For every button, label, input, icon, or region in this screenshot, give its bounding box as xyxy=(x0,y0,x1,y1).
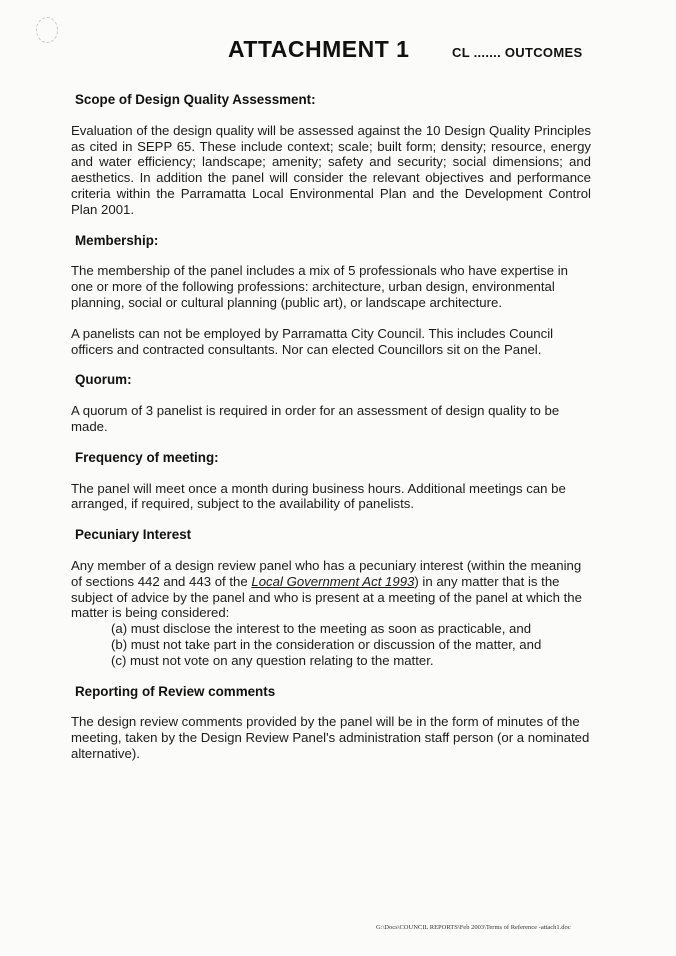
pecuniary-text-start: Any member of a design review panel who has a pecuniary interest (within the meaning of sections 442 and 443 of the xyxy=(71,557,582,589)
membership-heading: Membership: xyxy=(75,232,159,248)
quorum-text: A quorum of 3 panelist is required in order for an assessment of design quality to be made. xyxy=(71,403,560,434)
quorum-heading: Quorum: xyxy=(75,372,132,388)
frequency-text: The panel will meet once a month during business hours. Additional meetings can be arranged, if required, subject to the availability of panelists. xyxy=(71,480,566,512)
list-item: (c) must not vote on any question relating to the matter. xyxy=(111,652,434,668)
pecuniary-text-end: ) in any matter that is the subject of advice by the panel and who is present at a meeting of the panel at which the matter is being considered: xyxy=(71,573,582,621)
pecuniary-text xyxy=(71,558,591,621)
scope-heading: Scope of Design Quality Assessment: xyxy=(75,92,316,107)
attachment-title: ATTACHMENT 1 xyxy=(228,36,410,62)
pecuniary-heading: Pecuniary Interest xyxy=(75,527,192,543)
scope-text: Evaluation of the design quality will be assessed against the 10 Design Quality Principles as cited in SEPP 65. These include context; scale; built form; density; resource, energy and water efficiency; landscape; amenity; safety and security; social dimensions; and aesthetics. In addition the panel will consider the relevant objectives and performance criteria within the Parramatta Local Environmental Plan and the Development Control Plan 2001. xyxy=(71,122,591,217)
list-item: (b) must not take part in the consideration or discussion of the matter, and xyxy=(111,636,542,652)
membership-text: The membership of the panel includes a mix of 5 professionals who have expertise in one or more of the following professions: architecture, urban design, environmental planning, social or cultural planning (public art), or landscape architecture. xyxy=(71,263,568,310)
document-header xyxy=(0,36,676,72)
council-reference: CL ....... OUTCOMES xyxy=(452,45,583,60)
local-government-act-link[interactable]: Local Government Act 1993 xyxy=(251,573,415,589)
list-item: (a) must disclose the interest to the meeting as soon as practicable, and xyxy=(111,621,532,637)
frequency-heading: Frequency of meeting: xyxy=(75,449,219,465)
eligibility-text: A panelists can not be employed by Parramatta City Council. This includes Council officers and contracted consultants. Nor can elected Councillors sit on the Panel. xyxy=(71,325,554,357)
document-body xyxy=(71,92,591,777)
reporting-heading: Reporting of Review comments xyxy=(75,683,276,699)
pecuniary-obligations-list xyxy=(111,621,591,668)
reporting-text: The design review comments provided by the panel will be in the form of minutes of the meeting, taken by the Design Review Panel's administration staff person (or a nominated alternative). xyxy=(71,714,590,761)
file-path-footer: G:\Docs\COUNCIL REPORTS\Feb 2003\Terms of Reference -attach1.doc xyxy=(376,924,571,931)
